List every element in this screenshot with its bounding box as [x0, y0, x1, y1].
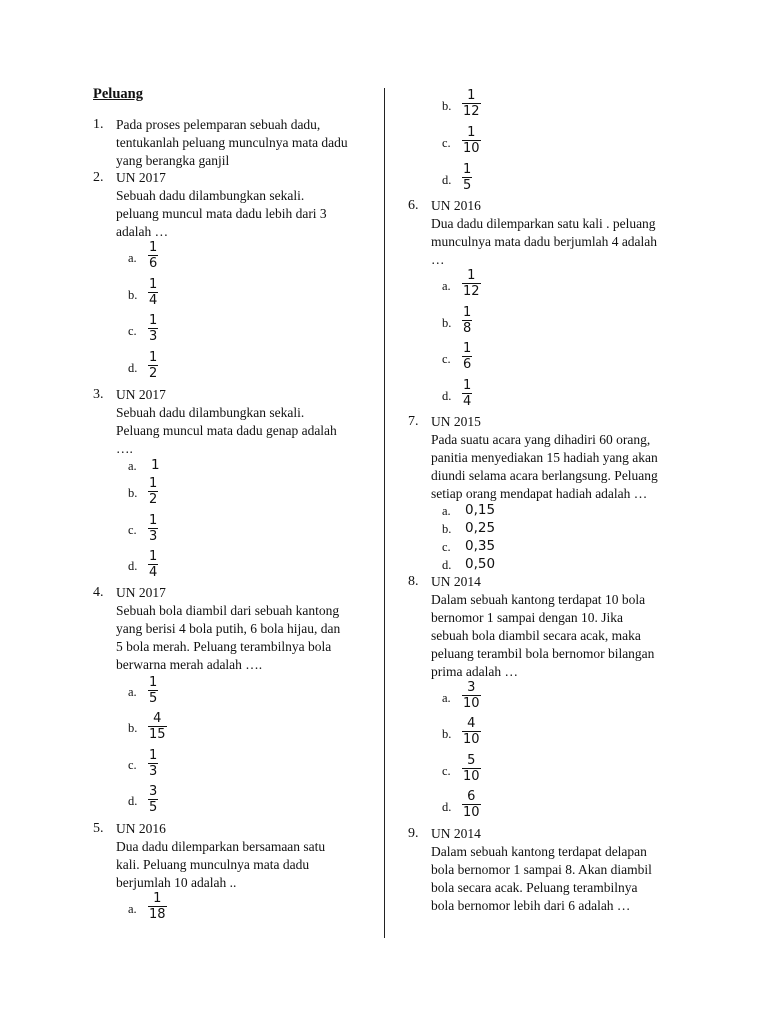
numerator: 1: [149, 513, 158, 528]
option-fraction: [148, 784, 158, 815]
question-text: [431, 215, 657, 269]
question-source: UN 2015: [431, 414, 481, 429]
question-line: Sebuah dadu dilambungkan sekali.: [116, 405, 305, 420]
question-line: Dalam sebuah kantong terdapat delapan: [431, 844, 647, 859]
question-source: UN 2014: [431, 574, 481, 589]
question-line: bola secara acak. Peluang terambilnya: [431, 880, 638, 895]
option-letter: d.: [128, 361, 138, 375]
option-letter: a.: [128, 685, 137, 699]
denominator: 12: [463, 104, 480, 119]
question-line: berwarna merah adalah ….: [116, 657, 263, 672]
option-letter: a.: [442, 504, 451, 518]
numerator: 1: [149, 240, 158, 255]
numerator: 1: [463, 378, 472, 393]
numerator: 1: [463, 341, 472, 356]
option-letter: a.: [128, 251, 137, 265]
question-number: 6.: [408, 198, 419, 213]
numerator: 1: [467, 88, 476, 103]
option-letter: c.: [128, 523, 137, 537]
option-fraction: [462, 305, 472, 336]
page-title: Peluang: [93, 86, 143, 102]
option-letter: c.: [128, 758, 137, 772]
option-fraction: [462, 162, 472, 193]
option-letter: a.: [442, 691, 451, 705]
option-letter: c.: [442, 764, 451, 778]
question-line: yang berisi 4 bola putih, 6 bola hijau, dan: [116, 621, 341, 636]
denominator: 4: [463, 394, 472, 409]
numerator: 1: [149, 313, 158, 328]
numerator: 3: [149, 784, 158, 799]
question-text: [431, 591, 654, 681]
option-value: 1: [151, 457, 160, 473]
option-letter: b.: [128, 486, 138, 500]
denominator: 5: [463, 178, 472, 193]
numerator: 1: [149, 748, 158, 763]
option-fraction: [148, 513, 158, 544]
question-number: 5.: [93, 821, 104, 836]
option-letter: a.: [128, 902, 137, 916]
question-source: UN 2017: [116, 170, 166, 185]
numerator: 1: [153, 891, 162, 906]
option-letter: c.: [442, 540, 451, 554]
numerator: 1: [463, 162, 472, 177]
column-divider: [384, 88, 385, 938]
numerator: 5: [467, 753, 476, 768]
numerator: 4: [467, 716, 476, 731]
question-number: 9.: [408, 826, 419, 841]
question-line: Peluang muncul mata dadu genap adalah: [116, 423, 337, 438]
numerator: 4: [153, 711, 162, 726]
question-line: Sebuah bola diambil dari sebuah kantong: [116, 603, 340, 618]
question-line: peluang muncul mata dadu lebih dari 3: [116, 206, 327, 221]
question-source: UN 2016: [431, 198, 481, 213]
option-fraction: [462, 268, 481, 299]
numerator: 1: [149, 476, 158, 491]
question-line: adalah …: [116, 224, 169, 239]
question-line: Dua dadu dilemparkan satu kali . peluang: [431, 216, 656, 231]
option-value: 0,35: [465, 538, 496, 554]
question-line: diundi selama acara berlangsung. Peluang: [431, 468, 658, 483]
question-text: [116, 404, 337, 458]
option-letter: d.: [128, 559, 138, 573]
option-fraction: [462, 680, 481, 711]
denominator: 6: [149, 256, 158, 271]
question-line: kali. Peluang munculnya mata dadu: [116, 857, 310, 872]
question-line: Dalam sebuah kantong terdapat 10 bola: [431, 592, 646, 607]
option-fraction: [148, 240, 158, 271]
question-number: 7.: [408, 414, 419, 429]
denominator: 10: [463, 696, 480, 711]
question-line: setiap orang mendapat hadiah adalah …: [431, 486, 648, 501]
question-line: ….: [116, 441, 133, 456]
option-letter: c.: [442, 136, 451, 150]
question-text: [116, 116, 348, 170]
question-text: [431, 843, 652, 915]
option-fraction: [462, 753, 481, 784]
option-fraction: [462, 88, 481, 119]
option-fraction: [148, 313, 158, 344]
question-line: Sebuah dadu dilambungkan sekali.: [116, 188, 305, 203]
option-letter: d.: [442, 558, 452, 572]
denominator: 15: [149, 727, 166, 742]
question-text: [116, 187, 327, 241]
option-fraction: [148, 350, 158, 381]
denominator: 2: [149, 366, 158, 381]
question-number: 2.: [93, 170, 104, 185]
option-letter: a.: [442, 279, 451, 293]
numerator: 1: [149, 549, 158, 564]
question-line: sebuah bola diambil secara acak, maka: [431, 628, 641, 643]
option-fraction: [462, 378, 472, 409]
option-fraction: [148, 748, 158, 779]
question-source: UN 2014: [431, 826, 481, 841]
denominator: 4: [149, 293, 158, 308]
denominator: 4: [149, 565, 158, 580]
question-number: 4.: [93, 585, 104, 600]
numerator: 6: [467, 789, 476, 804]
question-line: 5 bola merah. Peluang terambilnya bola: [116, 639, 332, 654]
option-fraction: [148, 549, 158, 580]
question-source: UN 2017: [116, 387, 166, 402]
option-fraction: [462, 341, 472, 372]
option-letter: d.: [442, 173, 452, 187]
option-fraction: [148, 711, 167, 742]
option-letter: d.: [442, 389, 452, 403]
question-line: prima adalah …: [431, 664, 518, 679]
denominator: 3: [149, 329, 158, 344]
option-fraction: [148, 675, 158, 706]
question-line: berjumlah 10 adalah ..: [116, 875, 237, 890]
option-letter: b.: [128, 288, 138, 302]
option-letter: c.: [128, 324, 137, 338]
question-number: 1.: [93, 117, 104, 132]
denominator: 5: [149, 691, 158, 706]
denominator: 5: [149, 800, 158, 815]
denominator: 18: [149, 907, 166, 922]
denominator: 6: [463, 357, 472, 372]
question-line: bernomor 1 sampai dengan 10. Jika: [431, 610, 623, 625]
question-text: [116, 602, 340, 674]
option-letter: b.: [128, 721, 138, 735]
denominator: 3: [149, 529, 158, 544]
question-number: 3.: [93, 387, 104, 402]
option-fraction: [462, 125, 481, 156]
denominator: 8: [463, 321, 472, 336]
question-source: UN 2017: [116, 585, 166, 600]
option-letter: d.: [128, 794, 138, 808]
option-letter: c.: [442, 352, 451, 366]
denominator: 2: [149, 492, 158, 507]
denominator: 3: [149, 764, 158, 779]
option-letter: b.: [442, 727, 452, 741]
denominator: 12: [463, 284, 480, 299]
option-fraction: [148, 277, 158, 308]
question-text: [116, 838, 325, 892]
denominator: 10: [463, 769, 480, 784]
denominator: 10: [463, 732, 480, 747]
question-line: munculnya mata dadu berjumlah 4 adalah: [431, 234, 658, 249]
denominator: 10: [463, 141, 480, 156]
question-number: 8.: [408, 574, 419, 589]
option-value: 0,50: [465, 556, 496, 572]
numerator: 1: [463, 305, 472, 320]
question-line: tentukanlah peluang munculnya mata dadu: [116, 135, 348, 150]
question-line: …: [431, 252, 445, 267]
numerator: 1: [467, 125, 476, 140]
numerator: 1: [149, 675, 158, 690]
option-value: 0,25: [465, 520, 496, 536]
question-line: panitia menyediakan 15 hadiah yang akan: [431, 450, 658, 465]
question-line: yang berangka ganjil: [116, 153, 230, 168]
option-fraction: [462, 789, 481, 820]
numerator: 3: [467, 680, 476, 695]
option-fraction: [462, 716, 481, 747]
option-letter: a.: [128, 459, 137, 473]
question-line: bola bernomor 1 sampai 8. Akan diambil: [431, 862, 652, 877]
question-line: bola bernomor lebih dari 6 adalah …: [431, 898, 631, 913]
question-line: Pada proses pelemparan sebuah dadu,: [116, 117, 321, 132]
question-source: UN 2016: [116, 821, 166, 836]
option-fraction: [148, 891, 167, 922]
option-fraction: [148, 476, 158, 507]
numerator: 1: [467, 268, 476, 283]
question-line: Pada suatu acara yang dihadiri 60 orang,: [431, 432, 651, 447]
option-letter: b.: [442, 522, 452, 536]
numerator: 1: [149, 277, 158, 292]
denominator: 10: [463, 805, 480, 820]
option-value: 0,15: [465, 502, 496, 518]
question-line: Dua dadu dilemparkan bersamaan satu: [116, 839, 326, 854]
option-letter: d.: [442, 800, 452, 814]
numerator: 1: [149, 350, 158, 365]
question-line: peluang terambil bola bernomor bilangan: [431, 646, 655, 661]
option-letter: b.: [442, 99, 452, 113]
option-letter: b.: [442, 316, 452, 330]
question-text: [431, 431, 658, 503]
